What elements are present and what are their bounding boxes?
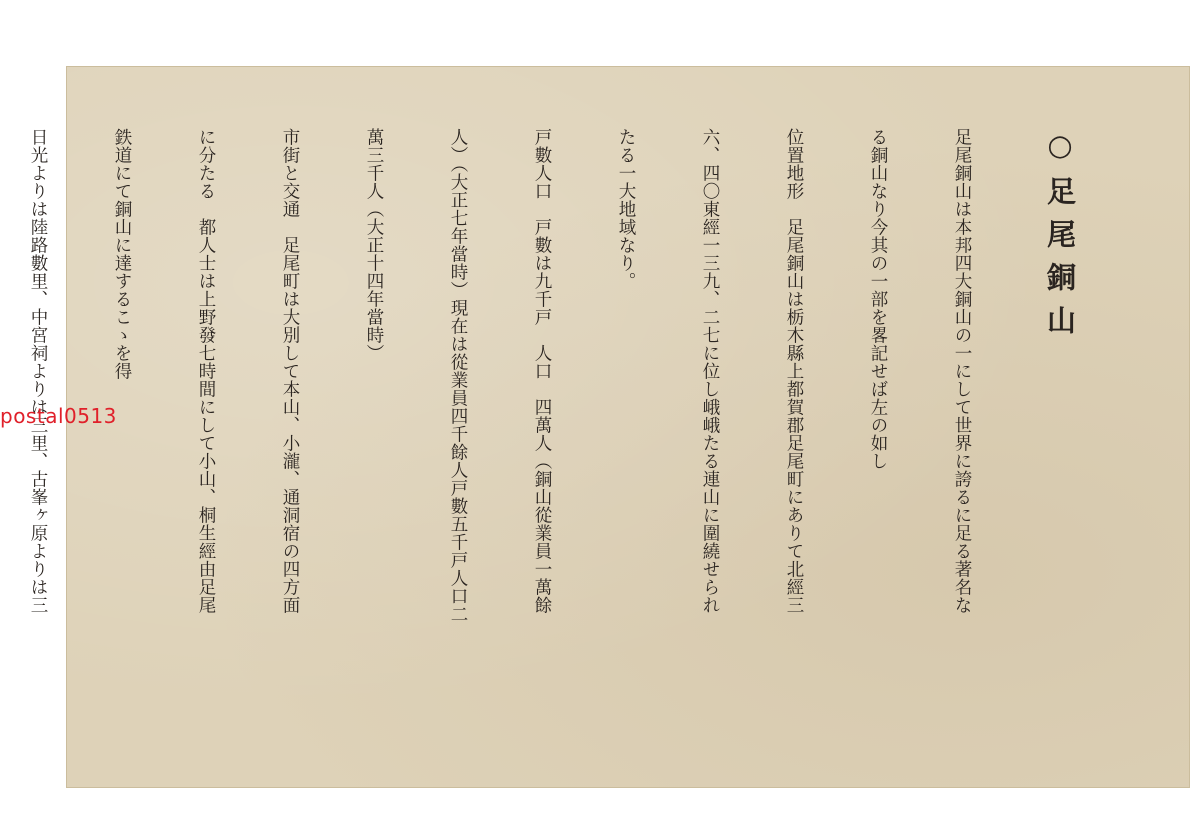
text-line: 六、四〇東經一三九、二七に位し峨峨たる連山に圍繞せられ — [700, 128, 720, 614]
text-line: 鉄道にて銅山に達するこゝを得 — [112, 128, 132, 380]
watermark-label: postal0513 — [0, 404, 117, 428]
page-title: ○足尾銅山 — [1043, 128, 1077, 348]
text-line: に分たる 都人士は上野發七時間にして小山、桐生經由足尾 — [196, 128, 216, 614]
text-line: 戸數人口 戸數は九千戸 人口 四萬人（銅山從業員一萬餘 — [532, 128, 552, 614]
text-line: 人）（大正七年當時）現在は從業員四千餘人戸數五千戸人口二 — [448, 128, 468, 624]
text-line: 足尾銅山は本邦四大銅山の一にして世界に誇るに足る著名な — [952, 128, 972, 614]
text-line: 位置地形 足尾銅山は栃木縣上都賀郡足尾町にありて北經三 — [784, 128, 804, 614]
text-line: 市街と交通 足尾町は大別して本山、小瀧、通洞宿の四方面 — [280, 128, 300, 614]
text-line: る銅山なり今其の一部を畧記せば左の如し — [868, 128, 888, 470]
text-line: 日光よりは陸路數里、中宮祠よりは三里、古峯ヶ原よりは三 — [28, 128, 48, 614]
text-line: 萬三千人（大正十四年當時） — [364, 128, 384, 362]
postcard-body-text — [0, 128, 1130, 688]
text-line: たる一大地域なり。 — [616, 128, 636, 290]
